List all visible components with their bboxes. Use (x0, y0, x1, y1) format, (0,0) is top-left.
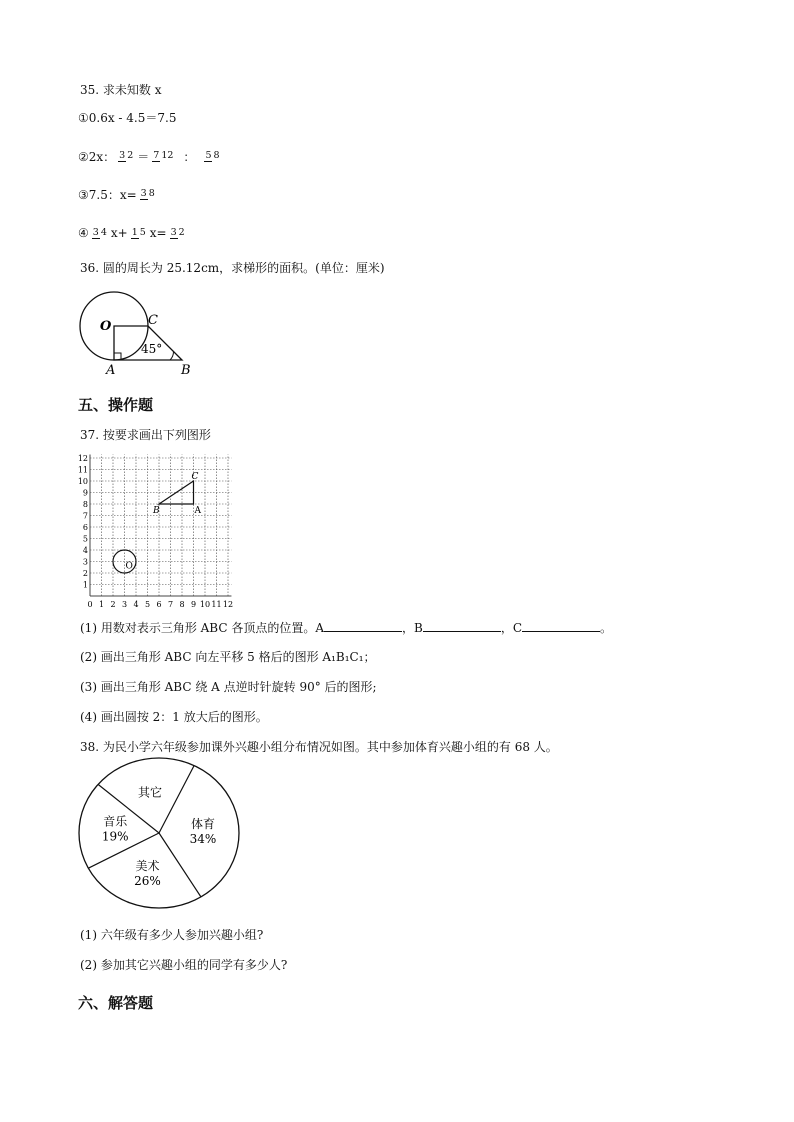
point-label-o: O (125, 561, 133, 572)
y-tick-label: 8 (82, 500, 88, 509)
y-tick-label: 12 (77, 454, 88, 463)
pie-slice-label: 体育 (190, 816, 215, 831)
triangle-abc (159, 481, 194, 504)
pie-slice-value: 19% (101, 829, 129, 844)
x-tick-label: 7 (167, 600, 174, 609)
eq2-frac3: 5 8 (205, 149, 220, 161)
pie-slice-label: 美术 (135, 858, 160, 873)
pie-slice-label: 音乐 (103, 814, 128, 829)
x-tick-label: 8 (179, 600, 185, 609)
y-tick-label: 1 (82, 580, 88, 590)
x-tick-label: 4 (133, 600, 139, 609)
eq2-frac1: 3 2 (119, 149, 134, 161)
point-label-a: A (194, 506, 201, 516)
q37-sub2: (2) 画出三角形 ABC 向左平移 5 格后的图形 A₁B₁C₁； (80, 650, 376, 664)
eq3-prefix: ③7.5：x= (78, 187, 137, 202)
x-axis-ticks (87, 600, 233, 609)
q37-grid (74, 448, 242, 612)
eq4-frac2: 1 5 (131, 226, 146, 238)
q36-title: 36. 圆的周长为 25.12cm，求梯形的面积。(单位：厘米) (80, 261, 385, 275)
point-label-c: C (191, 472, 199, 482)
q35-eq4 (78, 220, 189, 246)
pie-slice-value: 34% (189, 831, 217, 846)
q37-title: 37. 按要求画出下列图形 (80, 428, 211, 442)
q38-pie-chart (76, 756, 242, 910)
label-c: C (148, 313, 158, 328)
eq2-colon: ： (183, 149, 196, 164)
eq4-frac1: 3 4 (92, 226, 107, 238)
blank-a[interactable] (324, 620, 402, 632)
y-tick-label: 9 (82, 488, 88, 498)
eq4-mid1: x+ (110, 226, 128, 240)
x-tick-label: 9 (190, 600, 197, 609)
y-tick-label: 7 (82, 511, 88, 521)
q37-sub3: (3) 画出三角形 ABC 绕 A 点逆时针旋转 90° 后的图形; (80, 680, 377, 694)
eq4-mid2: x= (149, 226, 167, 240)
eq2-prefix: ②2x： (78, 149, 116, 164)
section-6-heading: 六、解答题 (78, 994, 154, 1012)
x-tick-label: 0 (87, 600, 93, 609)
q35-eq1: ①0.6x - 4.5＝7.5 (78, 111, 177, 125)
eq4-frac3: 3 2 (170, 226, 185, 238)
y-tick-label: 5 (82, 534, 88, 544)
angle-arc (170, 352, 174, 361)
x-tick-label: 3 (121, 600, 128, 609)
q37-sub1: (1) 用数对表示三角形 ABC 各顶点的位置。A ，B ，C 。 (80, 621, 613, 635)
eq3-frac: 3 8 (140, 187, 155, 199)
q38-sub1: (1) 六年级有多少人参加兴趣小组? (80, 928, 264, 942)
q37-sub4: (4) 画出圆按 2：1 放大后的图形。 (80, 710, 268, 724)
label-b: B (181, 363, 191, 378)
x-tick-label: 10 (199, 600, 211, 609)
y-tick-label: 11 (77, 465, 88, 475)
y-tick-label: 6 (82, 523, 88, 532)
x-tick-label: 6 (156, 600, 162, 609)
label-a: A (106, 363, 116, 378)
y-tick-label: 3 (82, 557, 88, 567)
blank-c[interactable] (522, 620, 600, 632)
label-o: O (100, 319, 112, 334)
q38-title: 38. 为民小学六年级参加课外兴趣小组分布情况如图。其中参加体育兴趣小组的有 68 人。 (80, 740, 558, 754)
x-tick-label: 1 (98, 600, 105, 609)
y-tick-label: 2 (82, 569, 88, 578)
q35-title: 35. 求未知数 x (80, 83, 162, 97)
x-tick-label: 11 (211, 600, 222, 609)
blank-b[interactable] (423, 620, 501, 632)
pie-slice-boundary (159, 766, 194, 833)
section-5-heading: 五、操作题 (78, 396, 154, 414)
x-tick-label: 2 (110, 600, 116, 609)
eq4-prefix: ④ (78, 226, 89, 240)
pie-slice-label: 其它 (137, 785, 163, 800)
eq2-frac2: 7 12 (153, 149, 174, 161)
y-axis-ticks (78, 454, 88, 590)
pie-slice-value: 26% (134, 873, 161, 888)
q36-figure (70, 282, 210, 378)
q38-sub2: (2) 参加其它兴趣小组的同学有多少人? (80, 958, 288, 972)
grid-lines (90, 455, 231, 596)
q35-eq2 (78, 143, 224, 169)
x-tick-label: 5 (144, 600, 151, 609)
label-angle: 45° (141, 342, 163, 356)
x-tick-label: 12 (222, 600, 234, 609)
point-label-b: B (153, 506, 160, 516)
eq2-eqsign: ＝ (137, 149, 150, 164)
y-tick-label: 4 (82, 546, 88, 555)
q35-eq3 (78, 181, 159, 207)
pie-group (79, 758, 239, 908)
y-tick-label: 10 (77, 477, 88, 486)
